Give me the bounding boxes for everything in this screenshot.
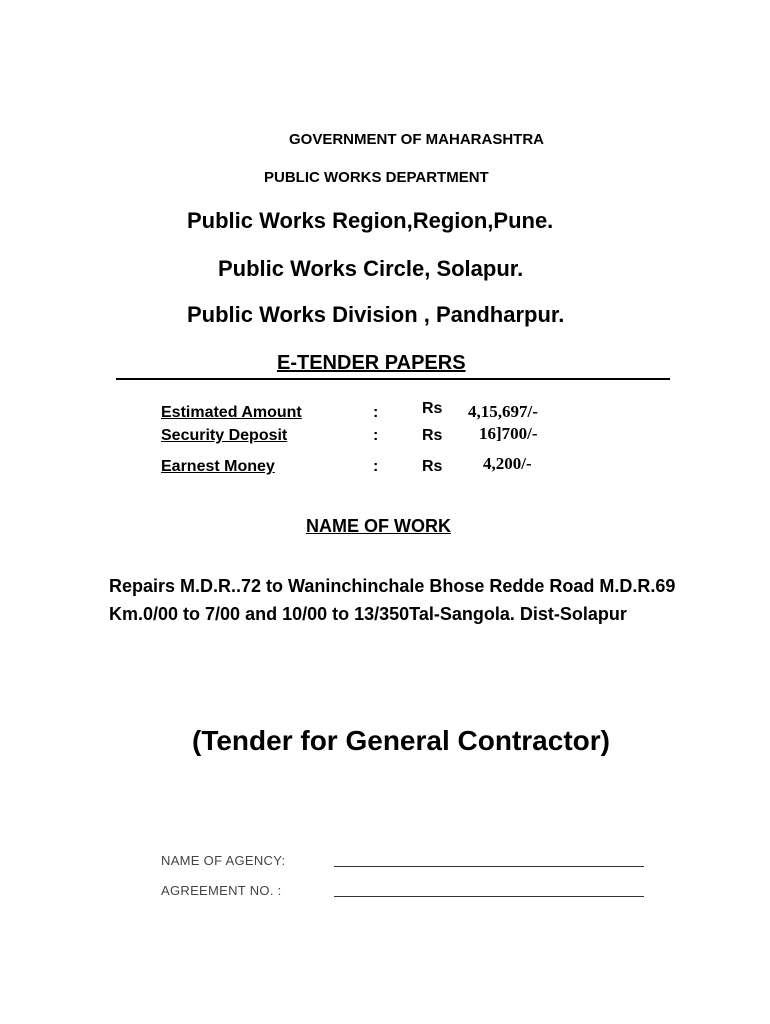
estimated-amount-label: Estimated Amount — [161, 404, 302, 421]
title-rule-divider — [116, 378, 670, 380]
division-heading: Public Works Division , Pandharpur. — [187, 302, 565, 327]
work-description: Repairs M.D.R..72 to Waninchinchale Bhose Redde Road M.D.R.69 Km.0/00 to 7/00 and 10/00 to 13/350Tal-Sangola. Dist-Solapur — [109, 576, 676, 624]
department-heading: PUBLIC WORKS DEPARTMENT — [264, 169, 489, 186]
security-deposit-currency: Rs — [422, 427, 443, 444]
earnest-money-currency: Rs — [422, 458, 443, 475]
security-deposit-value: 16]700/- — [479, 424, 538, 443]
agency-field-label: NAME OF AGENCY: — [161, 853, 286, 868]
estimated-amount-colon: : — [373, 404, 379, 421]
government-heading: GOVERNMENT OF MAHARASHTRA — [289, 131, 544, 148]
agreement-field-label: AGREEMENT NO. : — [161, 883, 282, 898]
earnest-money-label: Earnest Money — [161, 458, 275, 475]
circle-heading: Public Works Circle, Solapur. — [218, 256, 524, 281]
agency-field-line[interactable] — [334, 866, 644, 867]
document-title: E-TENDER PAPERS — [277, 352, 466, 374]
estimated-amount-value: 4,15,697/- — [468, 402, 538, 421]
estimated-amount-currency: Rs — [422, 400, 443, 417]
tender-type-heading: (Tender for General Contractor) — [192, 725, 610, 756]
earnest-money-colon: : — [373, 458, 379, 475]
agreement-field-line[interactable] — [334, 896, 644, 897]
security-deposit-colon: : — [373, 427, 379, 444]
security-deposit-label: Security Deposit — [161, 427, 288, 444]
earnest-money-value: 4,200/- — [483, 454, 532, 473]
region-heading: Public Works Region,Region,Pune. — [187, 208, 554, 233]
name-of-work-heading: NAME OF WORK — [306, 516, 451, 536]
